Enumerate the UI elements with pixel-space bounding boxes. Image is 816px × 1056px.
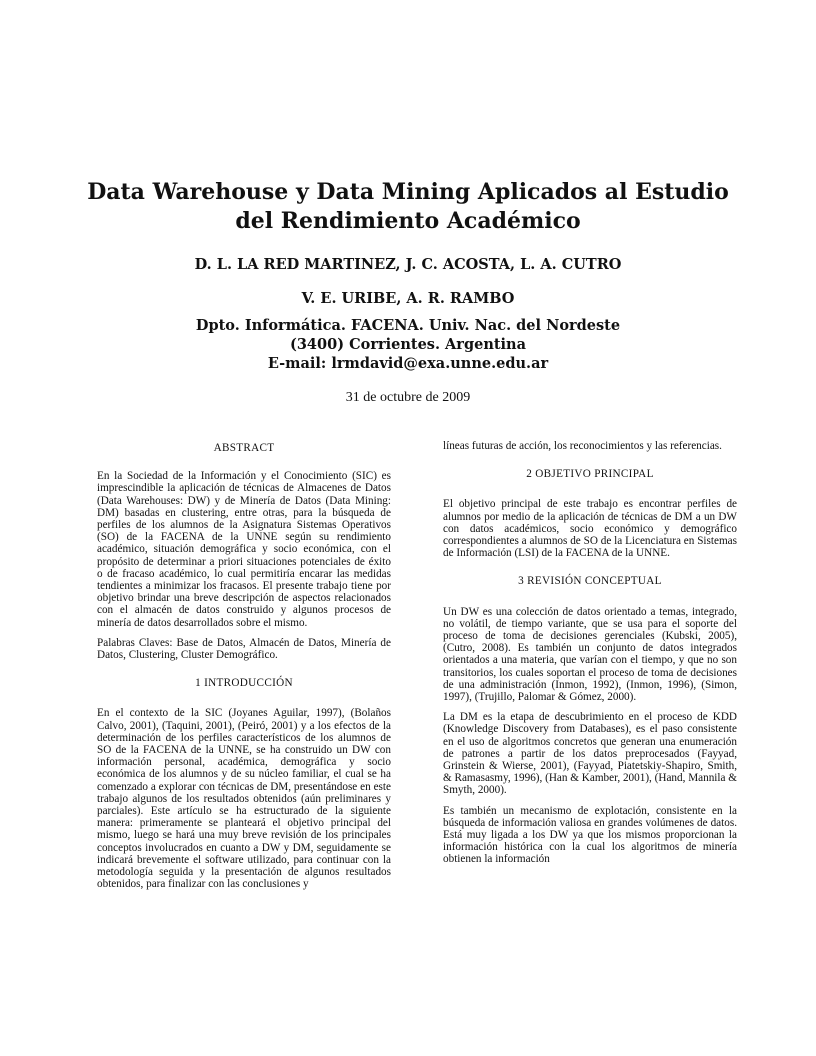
paper-title: Data Warehouse y Data Mining Aplicados al Estudio del Rendimiento Académico [87,179,729,234]
affiliation [80,316,736,373]
review-paragraph-1: Un DW es una colección de datos orientado a temas, integrado, no volátil, de tiempo variante, que se usa para el soporte del proceso de toma de decisiones gerenciales (Kubski, 2005), (Cutro, 2008). Es también un conjunto de datos integrados orientados a una materia, que varían con el tiempo, y que no son transitorios, los cuales soportan el proceso de toma de decisiones de una administración (Inmon, 1992), (Inmon, 1996), (Simon, 1997), (Trujillo, Palomar & Gómez, 2000). [443,605,737,704]
affiliation-email: E-mail: lrmdavid@exa.unne.edu.ar [267,355,549,372]
review-paragraph-2: La DM es la etapa de descubrimiento en el proceso de KDD (Knowledge Discovery from Databases), es el paso consistente en el uso de algoritmos concretos que generan una enumeración de patrones a partir de los datos preprocesados (Fayyad, Grinstein & Wierse, 2001), (Fayyad, Piatetskiy-Shapiro, Smith, & Ramasasmy, 1996), (Han & Kamber, 2001), (Hand, Mannila & Smyth, 2000). [443,711,737,797]
section-1-heading: 1 INTRODUCCIÓN [195,677,293,690]
affiliation-department: Dpto. Informática. FACENA. Univ. Nac. del Nordeste [195,317,621,334]
authors-line-2: V. E. URIBE, A. R. RAMBO [301,290,515,307]
left-column [97,440,391,899]
review-paragraph-3: Es también un mecanismo de explotación, consistente en la búsqueda de información valiosa en grandes volúmenes de datos. Está muy ligada a los DW ya que los mismos proporcionan la información histórica con la cual los algoritmos de minería obtienen la información [443,804,737,866]
affiliation-city: (3400) Corrientes. Argentina [289,336,526,353]
keywords: Palabras Claves: Base de Datos, Almacén de Datos, Minería de Datos, Clustering, Cluster Demográfico. [97,636,391,662]
paper-date: 31 de octubre de 2009 [345,390,471,405]
abstract-text: En la Sociedad de la Información y el Conocimiento (SIC) es imprescindible la aplicación de técnicas de Almacenes de Datos (Data Warehouses: DW) y de Minería de Datos (Data Mining: DM) basadas en clustering, entre otras, para la búsqueda de perfiles de los alumnos de la Asignatura Sistemas Operativos (SO) de la FACENA de la UNNE según su rendimiento académico, situación demográfica y socio económica, con el propósito de determinar a priori situaciones potenciales de éxito o de fracaso académico, lo cual permitiría encarar las medidas tendientes a minimizar los fracasos. El presente trabajo tiene por objetivo brindar una breve descripción de aspectos relacionados con el almacén de datos construido y algunos procesos de minería de datos desarrollados sobre el mismo. [97,470,391,629]
section-3-heading: 3 REVISIÓN CONCEPTUAL [518,575,662,588]
authors-line-1: D. L. LA RED MARTINEZ, J. C. ACOSTA, L. A. CUTRO [194,256,622,273]
section-2-heading: 2 OBJETIVO PRINCIPAL [526,468,654,481]
right-column [443,440,737,874]
objective-paragraph-1: El objetivo principal de este trabajo es encontrar perfiles de alumnos por medio de la aplicación de técnicas de DM a un DW con datos académicos, socio económico y demográfico correspondientes a alumnos de SO de la Licenciatura en Sistemas de Información (LSI) de la FACENA de la UNNE. [443,498,737,560]
abstract-heading: ABSTRACT [213,442,275,454]
intro-paragraph-1-continued: líneas futuras de acción, los reconocimientos y las referencias. [443,440,722,452]
intro-paragraph-1: En el contexto de la SIC (Joyanes Aguilar, 1997), (Bolaños Calvo, 2001), (Taquini, 2001), (Peiró, 2001) y a los efectos de la determinación de los perfiles característicos de los alumnos de SO de la FACENA de la UNNE, se ha construido un DW con información personal, académica, demográfica y socio económica de los alumnos y de su núcleo familiar, el cual se ha comenzado a explorar con técnicas de DM, presentándose en este trabajo algunos de los resultados obtenidos (aún preliminares y parciales). Este artículo se ha estructurado de la siguiente manera: primeramente se planteará el objetivo principal del mismo, luego se hará una muy breve revisión de los principales conceptos involucrados en cuanto a DW y DM, seguidamente se indicará brevemente el software utilizado, para continuar con la metodología seguida y la presentación de algunos resultados obtenidos, para finalizar con las conclusiones y [97,707,391,891]
